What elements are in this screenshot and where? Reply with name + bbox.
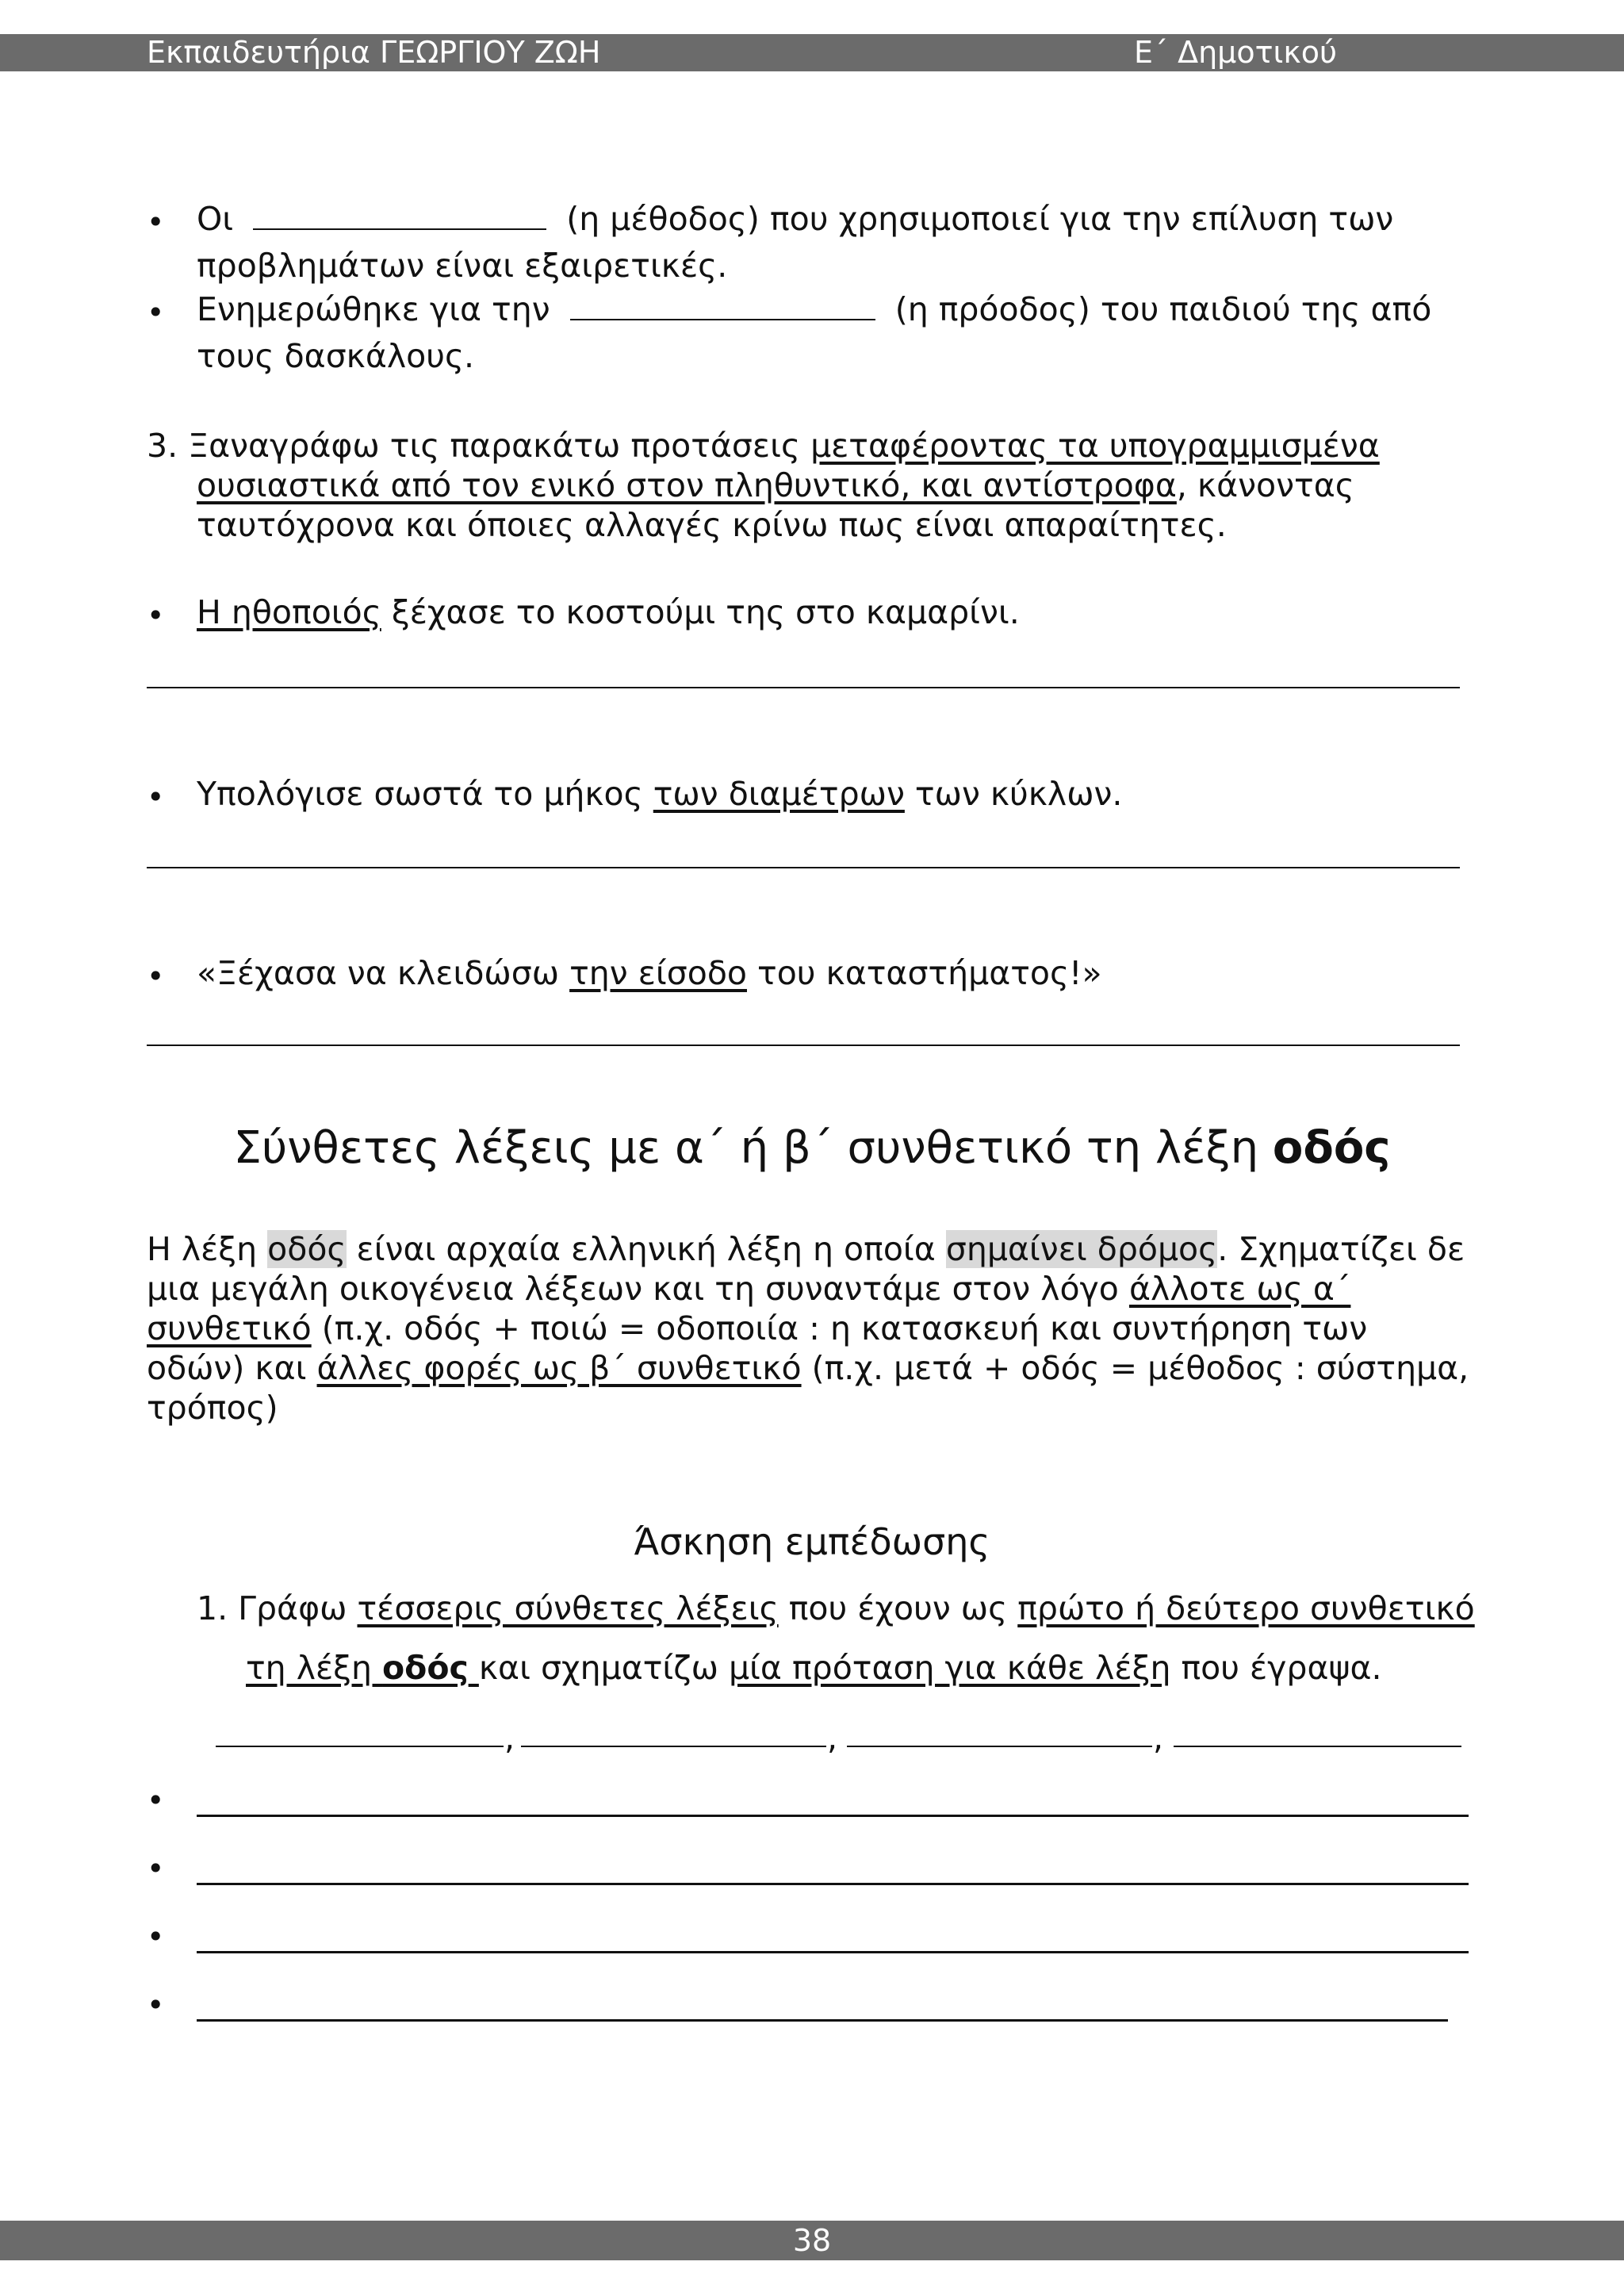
sentence-line-3[interactable] [197,1951,1469,1953]
sentence-1 [197,592,1020,632]
word-blank-4[interactable] [1174,1746,1461,1747]
bullet: • [147,1919,165,1954]
underlined-text: άλλες φορές ως β΄ συνθετικό [316,1349,802,1387]
underlined-text: την είσοδο [569,954,747,992]
text: μια μεγάλη οικογένεια λέξεων και τη συναντάμε στον λόγο [147,1270,1129,1308]
underlined-text [246,1649,479,1687]
bullet: • [147,780,165,815]
text: Ενημερώθηκε για την [197,290,550,328]
practice-line-1 [197,1589,1475,1628]
sentence-fill-1-cont: προβλημάτων είναι εξαιρετικές. [197,247,728,285]
underlined-text: άλλοτε ως α΄ [1128,1270,1351,1308]
sentence-line-4[interactable] [197,2019,1448,2022]
bullet: • [147,1851,165,1886]
underlined-text: τέσσερις σύνθετες λέξεις [357,1589,779,1627]
sentence-fill-2 [197,289,1431,329]
comma: , [827,1719,838,1757]
paragraph-line-2 [147,1269,1350,1309]
sentence-line-2[interactable] [197,1883,1469,1885]
bullet: • [147,1987,165,2022]
text: Υπολόγισε σωστά το μήκος [197,775,653,813]
practice-title: Άσκηση εμπέδωσης [634,1520,990,1563]
bullet: • [147,205,165,240]
text: , κάνοντας [1176,466,1354,504]
sentence-2 [197,774,1122,814]
text: Σύνθετες λέξεις με α΄ ή β΄ συνθετικό τη λέξη [233,1122,1273,1174]
text: ξέχασε το κοστούμι της στο καμαρίνι. [381,593,1020,631]
section-heading [0,1121,1624,1176]
underlined-text: μία πρόταση για κάθε λέξη [728,1649,1171,1687]
underlined-text: πρώτο ή δεύτερο συνθετικό [1017,1589,1475,1627]
fill-blank[interactable] [253,201,546,230]
sentence-3 [197,953,1102,993]
sentence-fill-2-cont: τους δασκάλους. [197,337,475,375]
comma: , [504,1719,515,1757]
text: είναι αρχαία ελληνική λέξη η οποία [346,1230,946,1268]
text: των κύκλων. [904,775,1123,813]
bold-word: οδός [1272,1122,1391,1174]
paragraph-line-5: τρόπος) [147,1389,278,1427]
paragraph-line-3 [147,1309,1367,1348]
practice-line-2 [246,1648,1382,1688]
highlighted-text: οδός [267,1230,347,1268]
text: του καταστήματος!» [747,954,1102,992]
exercise-3-line-2 [197,466,1354,505]
text: Ξαναγράφω τις παρακάτω προτάσεις [188,427,801,465]
school-name: Εκπαιδευτήρια ΓΕΩΡΓΙΟΥ ΖΩΗ [147,35,601,70]
bold-word: οδός [382,1649,469,1687]
word-blank-3[interactable] [847,1746,1152,1747]
word-blank-2[interactable] [521,1746,826,1747]
text: οδών) και [147,1349,317,1387]
text: . Σχηματίζει δε [1217,1230,1465,1268]
footer-bar [0,2221,1624,2260]
text: «Ξέχασα να κλειδώσω [197,954,570,992]
bullet: • [147,598,165,633]
comma: , [1153,1719,1164,1757]
text: (π.χ. μετά + οδός = μέθοδος : σύστημα, [801,1349,1469,1387]
text: τη λέξη [246,1649,383,1687]
text: (η πρόοδος) του παιδιού της από [894,290,1432,328]
text: (η μέθοδος) που χρησιμοποιεί για την επίλυση των [566,200,1394,238]
text: που έγραψα. [1170,1649,1382,1687]
header-bar [0,34,1624,71]
grade-label: Ε΄ Δημοτικού [1134,35,1337,70]
text: που έχουν ως [778,1589,1018,1627]
highlighted-text: σημαίνει δρόμος [945,1230,1218,1268]
text: Οι [197,200,234,238]
bullet: • [147,295,165,330]
answer-line[interactable] [147,1045,1460,1046]
word-blank-1[interactable] [216,1746,504,1747]
bullet: • [147,959,165,994]
bullet: • [147,1783,165,1818]
underlined-text: μεταφέροντας τα υπογραμμισμένα [810,427,1380,465]
paragraph-line-1 [147,1229,1465,1269]
sentence-fill-1 [197,199,1393,239]
sentence-line-1[interactable] [197,1815,1469,1817]
exercise-number: 3. [147,427,178,465]
page-number: 38 [792,2223,832,2258]
fill-blank[interactable] [570,292,875,320]
underlined-text: ουσιαστικά από τον ενικό στον πληθυντικό, και αντίστροφα [197,466,1177,504]
answer-line[interactable] [147,867,1460,868]
underlined-text: συνθετικό [147,1309,312,1347]
paragraph-line-4 [147,1348,1469,1388]
answer-line[interactable] [147,687,1460,688]
underlined-text: των διαμέτρων [653,775,905,813]
text: Η λέξη [147,1230,268,1268]
exercise-3-line-1 [147,426,1380,466]
text: και σχηματίζω [478,1649,729,1687]
text: (π.χ. οδός + ποιώ = οδοποιία : η κατασκευή και συντήρηση των [311,1309,1368,1347]
underlined-text: Η ηθοποιός [197,593,381,631]
text: Γράφω [238,1589,358,1627]
exercise-number: 1. [197,1589,228,1627]
exercise-3-line-3: ταυτόχρονα και όποιες αλλαγές κρίνω πως είναι απαραίτητες. [197,506,1227,544]
